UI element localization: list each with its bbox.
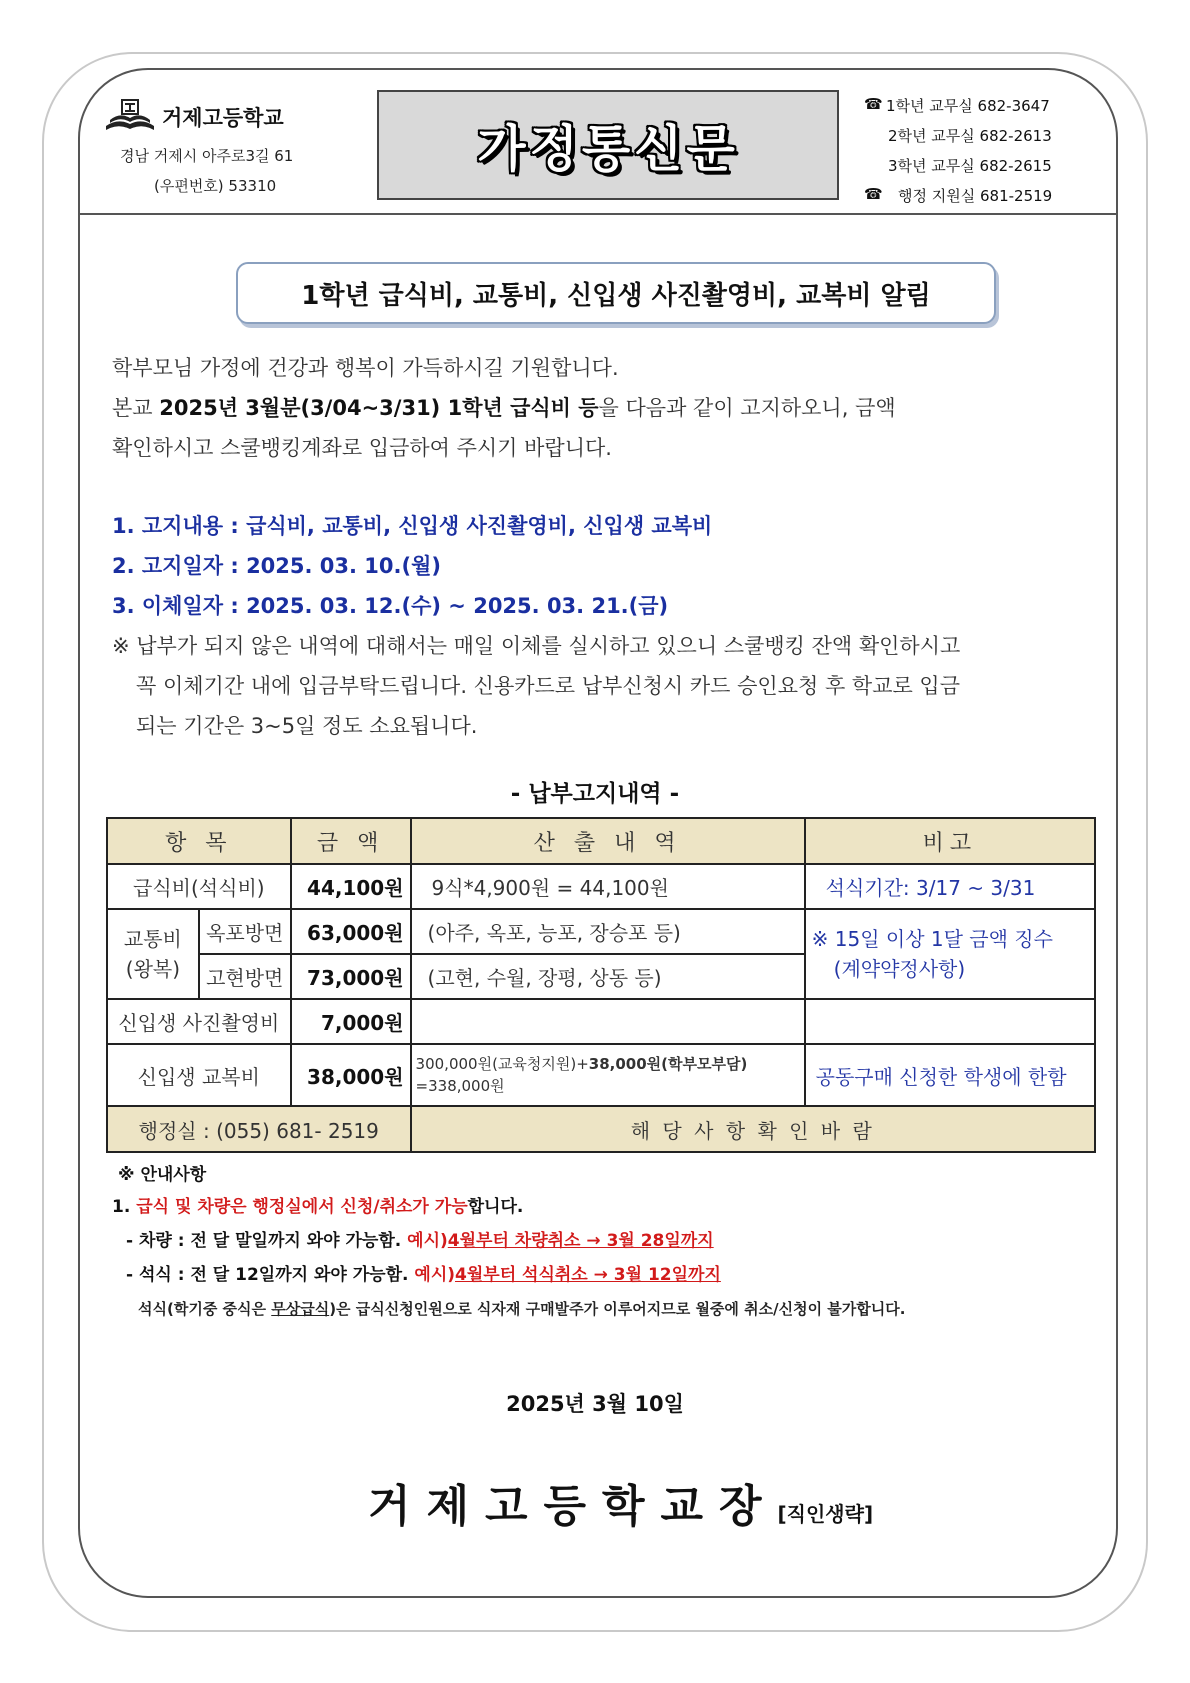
uniform-calc-part: 38,000원(학부모부담) xyxy=(588,1055,748,1073)
guide-heading: ※ 안내사항 xyxy=(118,1165,207,1185)
photo-amount: 7,000원 xyxy=(291,999,411,1044)
school-name: 거제고등학교 xyxy=(162,106,284,130)
guide-text: )은 급식신청인원으로 식자재 구매발주가 이루어지므로 월중에 취소/신청이 불가합니다. xyxy=(329,1300,906,1318)
guide-text: 1. xyxy=(112,1197,137,1217)
intro-line: 학부모님 가정에 건강과 행복이 가득하시길 기원합니다. xyxy=(112,356,619,380)
uniform-amount: 38,000원 xyxy=(291,1044,411,1106)
contact-list xyxy=(858,93,1098,213)
guide-text: 합니다. xyxy=(467,1197,524,1217)
guide-underline: 무상급식 xyxy=(271,1300,330,1318)
header-calc: 산 출 내 역 xyxy=(411,818,805,864)
transport-remark-line: ※ 15일 이상 1달 금액 징수 xyxy=(811,927,1053,951)
intro-line xyxy=(112,392,896,422)
table-header-row xyxy=(107,818,1095,864)
table-row xyxy=(107,864,1095,909)
guide-line xyxy=(126,1226,714,1251)
transport-amount: 73,000원 xyxy=(291,954,411,999)
guide-small-note xyxy=(138,1298,905,1319)
transport-remark xyxy=(805,909,1095,999)
intro-text: 을 다음과 같이 고지하오니, 금액 xyxy=(598,396,896,420)
guide-highlight: 4월부터 차량취소 → 3월 28일까지 xyxy=(447,1231,714,1251)
principal-signature xyxy=(368,1470,873,1534)
guide-line xyxy=(112,1192,523,1217)
contact-row xyxy=(858,123,1098,153)
header-remark: 비고 xyxy=(805,818,1095,864)
note-line: 되는 기간은 3~5일 정도 소요됩니다. xyxy=(136,714,478,738)
principal-name: 거제고등학교장 xyxy=(368,1481,778,1532)
school-postcode: (우편번호) 53310 xyxy=(154,177,277,195)
note-line: ※ 납부가 되지 않은 내역에 대해서는 매일 이체를 실시하고 있으니 스쿨뱅킹 잔액 확인하시고 xyxy=(112,634,961,658)
guide-line xyxy=(126,1260,721,1285)
newsletter-title-box xyxy=(377,90,839,200)
intro-bold: 2025년 3월분(3/04~3/31) 1학년 급식비 등 xyxy=(159,396,599,420)
phone-icon: ☎ xyxy=(864,185,883,203)
notice-title: 1학년 급식비, 교통비, 신입생 사진촬영비, 교복비 알림 xyxy=(301,280,931,311)
meal-label: 급식비(석식비) xyxy=(107,864,291,909)
table-row xyxy=(107,1044,1095,1106)
contact-row xyxy=(858,153,1098,183)
transport-calc: (아주, 옥포, 능포, 장승포 등) xyxy=(411,909,805,954)
header-amount: 금 액 xyxy=(291,818,411,864)
contact-text: 3학년 교무실 682-2615 xyxy=(888,157,1052,175)
transport-remark-line: (계약약정사항) xyxy=(833,957,966,981)
notice-title-box xyxy=(236,262,996,324)
photo-label: 신입생 사진촬영비 xyxy=(107,999,291,1044)
newsletter-title: 가정통신문 xyxy=(477,120,739,178)
contact-row xyxy=(858,183,1098,213)
guide-highlight: 예시) xyxy=(414,1265,456,1285)
contact-text: 행정 지원실 681-2519 xyxy=(898,187,1053,205)
uniform-calc xyxy=(411,1044,805,1106)
guide-text: - 차량 : 전 달 말일까지 와야 가능함. xyxy=(126,1231,408,1251)
transport-sub: 옥포방면 xyxy=(199,909,291,954)
table-title: - 납부고지내역 - xyxy=(510,781,680,807)
table-row xyxy=(107,999,1095,1044)
meal-calc: 9식*4,900원 = 44,100원 xyxy=(411,864,805,909)
contact-text: 2학년 교무실 682-2613 xyxy=(888,127,1052,145)
photo-calc xyxy=(411,999,805,1044)
table-footer-row xyxy=(107,1106,1095,1152)
uniform-calc-part: 300,000원(교육청지원)+ xyxy=(415,1055,589,1073)
seal-note: [직인생략] xyxy=(777,1502,874,1526)
notice-item: 1. 고지내용 : 급식비, 교통비, 신입생 사진촬영비, 신입생 교복비 xyxy=(112,514,713,538)
school-emblem-icon xyxy=(104,96,156,136)
footer-check-note: 해 당 사 항 확 인 바 람 xyxy=(411,1106,1095,1152)
guide-text: 석식(학기중 중식은 xyxy=(138,1300,272,1318)
guide-highlight: 급식 및 차량은 행정실에서 신청/취소가 가능 xyxy=(136,1197,468,1217)
school-address: 경남 거제시 아주로3길 61 xyxy=(120,147,294,165)
intro-text: 본교 xyxy=(112,396,160,420)
meal-remark: 석식기간: 3/17 ~ 3/31 xyxy=(805,864,1095,909)
table-row xyxy=(107,909,1095,954)
transport-sub: 고현방면 xyxy=(199,954,291,999)
header-divider xyxy=(78,213,1118,215)
notice-item: 3. 이체일자 : 2025. 03. 12.(수) ~ 2025. 03. 21.(금) xyxy=(112,594,669,618)
uniform-label: 신입생 교복비 xyxy=(107,1044,291,1106)
header-item: 항 목 xyxy=(107,818,291,864)
transport-calc: (고현, 수월, 장평, 상동 등) xyxy=(411,954,805,999)
contact-row xyxy=(858,93,1098,123)
notice-item: 2. 고지일자 : 2025. 03. 10.(월) xyxy=(112,554,441,578)
photo-remark xyxy=(805,999,1095,1044)
issue-date: 2025년 3월 10일 xyxy=(506,1392,684,1416)
phone-icon: ☎ xyxy=(864,95,883,113)
guide-highlight: 4월부터 석식취소 → 3월 12일까지 xyxy=(455,1265,721,1285)
intro-line: 확인하시고 스쿨뱅킹계좌로 입금하여 주시기 바랍니다. xyxy=(112,436,612,460)
transport-amount: 63,000원 xyxy=(291,909,411,954)
guide-text: - 석식 : 전 달 12일까지 와야 가능함. xyxy=(126,1265,415,1285)
fee-table xyxy=(106,817,1096,1153)
transport-label: 교통비 (왕복) xyxy=(107,909,199,999)
meal-amount: 44,100원 xyxy=(291,864,411,909)
guide-highlight: 예시) xyxy=(407,1231,448,1251)
uniform-remark: 공동구매 신청한 학생에 한함 xyxy=(805,1044,1095,1106)
contact-text: 1학년 교무실 682-3647 xyxy=(886,97,1050,115)
office-phone: 행정실 : (055) 681- 2519 xyxy=(107,1106,411,1152)
uniform-calc-part: =338,000원 xyxy=(415,1077,505,1095)
note-line: 꼭 이체기간 내에 입금부탁드립니다. 신용카드로 납부신청시 카드 승인요청 후 학교로 입금 xyxy=(136,674,961,698)
